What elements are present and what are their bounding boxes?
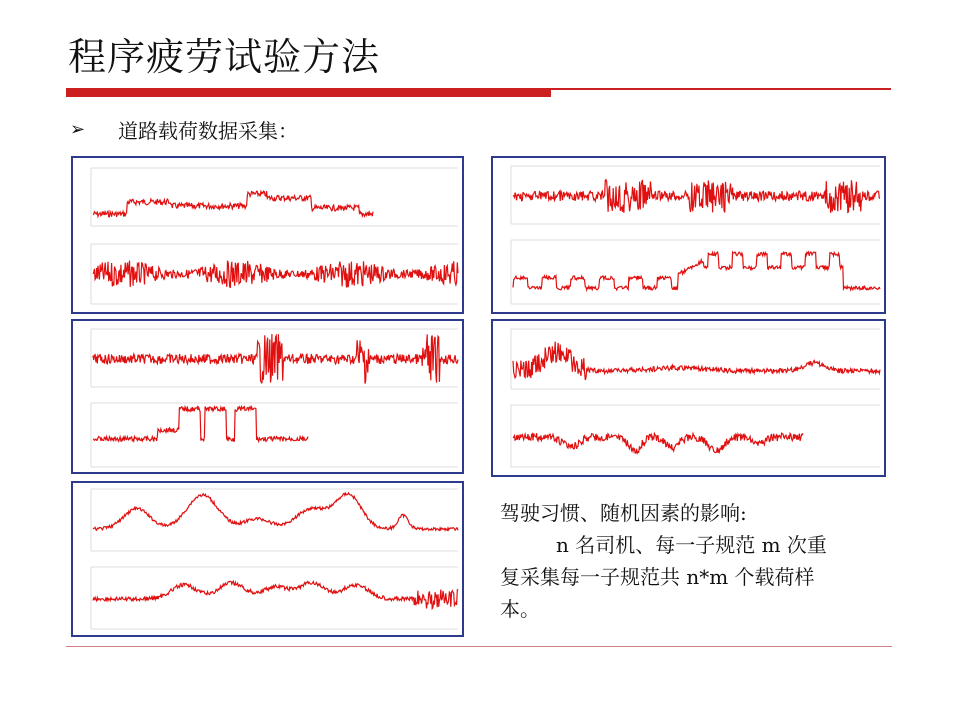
load-plot-5 bbox=[493, 321, 884, 475]
trace-top bbox=[513, 342, 880, 380]
title-underline-bar bbox=[66, 88, 551, 97]
footer-divider bbox=[66, 646, 892, 647]
load-data-panel-1 bbox=[71, 156, 464, 314]
body-line-3: 本。 bbox=[500, 597, 540, 621]
load-plot-4 bbox=[493, 158, 884, 312]
bullet-item bbox=[70, 115, 298, 144]
load-plot-2 bbox=[73, 321, 462, 472]
trace-bottom bbox=[93, 407, 308, 442]
body-line-2: 复采集每一子规范共 n*m 个载荷样 bbox=[500, 565, 815, 589]
arrow-bullet-icon: ➢ bbox=[70, 119, 86, 140]
load-data-panel-2 bbox=[71, 319, 464, 474]
trace-top bbox=[513, 180, 880, 213]
trace-bottom bbox=[93, 261, 458, 288]
trace-bottom bbox=[93, 581, 458, 608]
load-plot-3 bbox=[73, 483, 462, 635]
trace-bottom bbox=[513, 433, 803, 453]
body-text bbox=[500, 497, 880, 625]
load-plot-1 bbox=[73, 158, 462, 312]
load-data-panel-4 bbox=[491, 156, 886, 314]
body-line-1: n 名司机、每一子规范 m 次重 bbox=[556, 533, 827, 557]
load-data-panel-5 bbox=[491, 319, 886, 477]
trace-bottom bbox=[513, 252, 880, 290]
body-heading: 驾驶习惯、随机因素的影响: bbox=[500, 501, 747, 525]
trace-top bbox=[93, 493, 458, 531]
title-underline-thin bbox=[551, 88, 891, 90]
trace-top bbox=[93, 191, 373, 217]
trace-top bbox=[93, 334, 458, 384]
load-data-panel-3 bbox=[71, 481, 464, 637]
slide-title: 程序疲劳试验方法 bbox=[68, 35, 381, 79]
bullet-text: 道路载荷数据采集： bbox=[118, 119, 298, 143]
